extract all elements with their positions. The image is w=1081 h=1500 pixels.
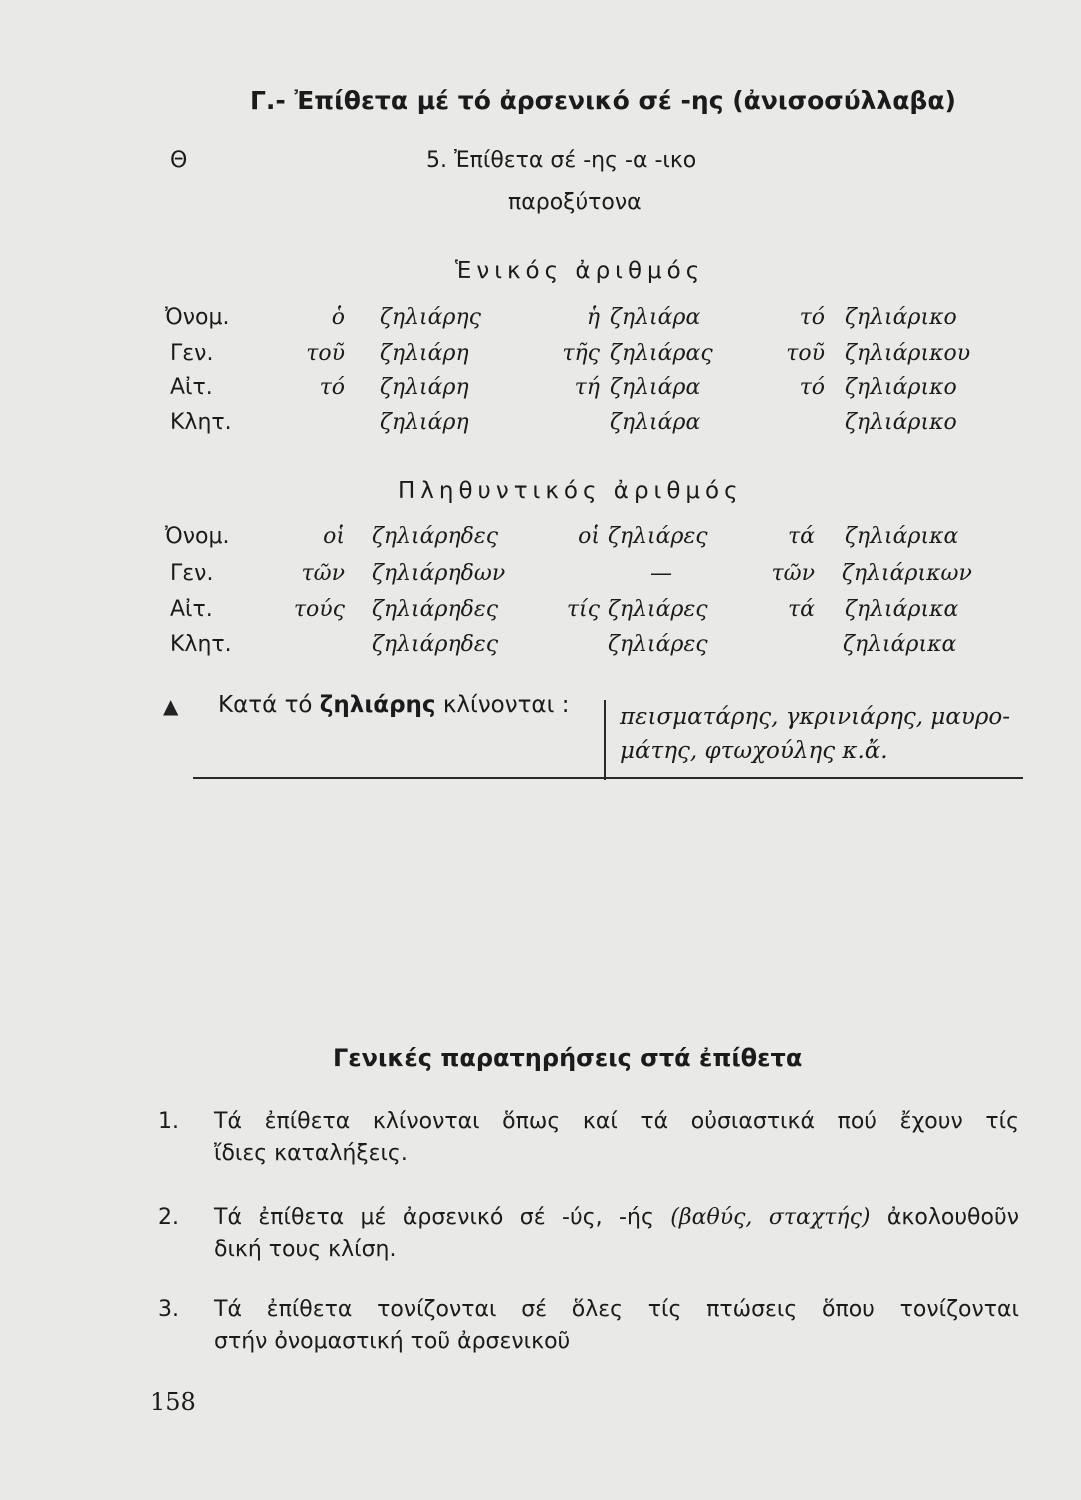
case-label: Γεν. <box>170 561 214 586</box>
case-label: Ὀνομ. <box>165 305 230 330</box>
declension-note-right-line1: πεισματάρης, γκρινιάρης, μαυρο- <box>620 704 1011 730</box>
note-divider-horizontal <box>193 777 1023 779</box>
plural-label: Πληθυντικός ἀριθμός <box>398 478 743 504</box>
case-label: Κλητ. <box>170 410 232 435</box>
article-masculine: ὁ <box>331 305 345 330</box>
article-masculine: τό <box>319 375 345 400</box>
triangle-marker-icon: ▲ <box>163 694 179 718</box>
article-masculine: οἱ <box>323 524 345 549</box>
item-text-line2: στήν ὀνομαστική τοῦ ἀρσενικοῦ <box>214 1329 571 1354</box>
form-feminine: ζηλιάρες <box>608 632 708 657</box>
form-neuter: ζηλιάρικα <box>845 597 959 622</box>
form-feminine: ζηλιάρες <box>608 597 708 622</box>
article-masculine: τούς <box>293 597 345 622</box>
form-neuter: ζηλιάρικα <box>845 524 959 549</box>
article-neuter: τά <box>787 597 815 622</box>
form-neuter: ζηλιάρικα <box>843 632 957 657</box>
case-label: Ὀνομ. <box>165 524 230 549</box>
case-label: Αἰτ. <box>170 597 213 622</box>
form-masculine: ζηλιάρη <box>380 375 469 400</box>
form-feminine: ζηλιάρα <box>610 375 701 400</box>
case-label: Αἰτ. <box>170 375 213 400</box>
form-feminine: ζηλιάρα <box>610 410 701 435</box>
observations-title: Γενικές παρατηρήσεις στά ἐπίθετα <box>333 1044 803 1072</box>
article-feminine: τή <box>574 375 600 400</box>
main-title: Γ.- Ἐπίθετα μέ τό ἀρσενικό σέ -ης (ἀνισοσύλλαβα) <box>250 86 956 115</box>
page-number: 158 <box>150 1388 196 1416</box>
form-masculine: ζηλιάρηδες <box>372 632 499 657</box>
item-text-line2: ἴδιες καταλήξεις. <box>214 1141 408 1166</box>
form-masculine: ζηλιάρης <box>380 305 481 330</box>
form-masculine: ζηλιάρηδων <box>372 561 506 586</box>
form-masculine: ζηλιάρηδες <box>372 597 499 622</box>
item-text-line1: Τά ἐπίθετα μέ ἀρσενικό σέ -ύς, -ής (βαθύς, σταχτής) ἀκολουθοῦν <box>214 1205 1019 1230</box>
item-number: 2. <box>158 1205 179 1230</box>
article-feminine: τίς <box>566 597 600 622</box>
article-neuter: τοῦ <box>786 341 825 366</box>
note-divider-vertical <box>604 700 606 780</box>
article-neuter: τά <box>787 524 815 549</box>
form-neuter: ζηλιάρικο <box>845 305 957 330</box>
declension-note-left: Κατά τό ζηλιάρης κλίνονται : <box>218 692 570 718</box>
item-text-line1: Τά ἐπίθετα τονίζονται σέ ὅλες τίς πτώσεις ὅπου τονίζονται <box>214 1297 1019 1322</box>
form-feminine: ζηλιάρας <box>610 341 713 366</box>
item-example-words: (βαθύς, σταχτής) <box>670 1205 871 1230</box>
article-feminine: τῆς <box>562 341 600 366</box>
article-neuter: τό <box>799 375 825 400</box>
form-neuter: ζηλιάρικο <box>845 410 957 435</box>
form-neuter: ζηλιάρικου <box>845 341 971 366</box>
article-neuter: τῶν <box>771 561 815 586</box>
item-text-line2: δική τους κλίση. <box>214 1237 397 1262</box>
form-neuter: ζηλιάρικων <box>842 561 972 586</box>
article-masculine: τῶν <box>301 561 345 586</box>
form-neuter: ζηλιάρικο <box>845 375 957 400</box>
item-text-line1: Τά ἐπίθετα κλίνονται ὅπως καί τά οὐσιαστικά πού ἔχουν τίς <box>214 1109 1019 1134</box>
article-feminine: ἡ <box>586 305 600 330</box>
form-masculine: ζηλιάρηδες <box>372 524 499 549</box>
form-masculine: ζηλιάρη <box>380 410 469 435</box>
singular-label: Ἑνικός ἀριθμός <box>455 258 705 284</box>
section-marker: Θ <box>170 148 188 173</box>
case-label: Κλητ. <box>170 632 232 657</box>
section-subtitle: παροξύτονα <box>508 190 642 215</box>
form-feminine: ζηλιάρα <box>610 305 701 330</box>
section-title: 5. Ἐπίθετα σέ -ης -α -ικο <box>426 148 697 173</box>
form-feminine-dash: — <box>650 561 672 586</box>
form-feminine: ζηλιάρες <box>608 524 708 549</box>
item-number: 1. <box>158 1109 179 1134</box>
declension-note-right-line2: μάτης, φτωχούλης κ.ἄ. <box>620 738 888 764</box>
declension-model-word: ζηλιάρης <box>319 692 436 718</box>
article-masculine: τοῦ <box>306 341 345 366</box>
case-label: Γεν. <box>170 341 214 366</box>
form-masculine: ζηλιάρη <box>380 341 469 366</box>
item-number: 3. <box>158 1297 179 1322</box>
article-neuter: τό <box>799 305 825 330</box>
article-feminine: οἱ <box>578 524 600 549</box>
